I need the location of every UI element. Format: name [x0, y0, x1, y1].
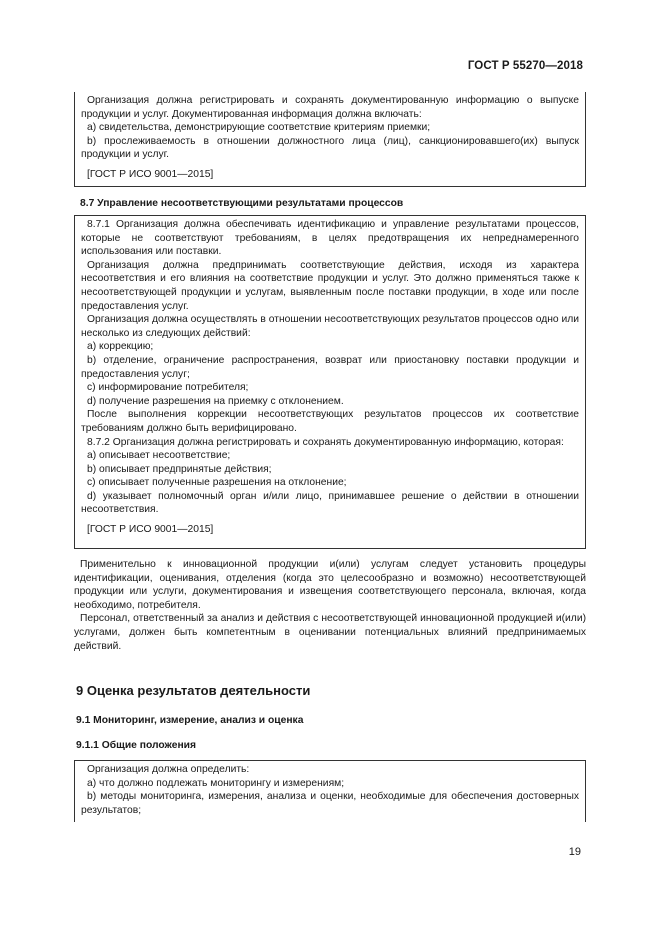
paragraph: Организация должна определить:: [87, 764, 250, 775]
list-item: b) методы мониторинга, измерения, анализа и оценки, необходимые для обеспечения достоверных результатов;: [81, 791, 579, 816]
paragraph: Организация должна предпринимать соответствующие действия, исходя из характера несоответствия и его влияния на соответствие продукции и услуг. Это должно применяться также к несоответствующей продукции и услугам, выявленным после поставки продукции, в ходе или после предоставления услуг.: [81, 259, 579, 312]
list-item: с) описывает полученные разрешения на отклонение;: [87, 477, 347, 489]
list-item: b) описывает предпринятые действия;: [87, 463, 272, 475]
standard-reference: [ГОСТ Р ИСО 9001—2015]: [87, 168, 214, 180]
section-heading-9: 9 Оценка результатов деятельности: [76, 683, 311, 698]
paragraph: Персонал, ответственный за анализ и действия с несоответствующей инновационной продукцией и(или) услугами, должен быть компетентным в оценивании потенциальных влияний предпринимаемых действий.: [74, 613, 586, 652]
list-item: d) получение разрешения на приемку с отклонением.: [87, 395, 344, 407]
section-heading-9-1: 9.1 Мониторинг, измерение, анализ и оценка: [76, 715, 304, 726]
body-text-innovation: [74, 558, 586, 653]
paragraph: Организация должна регистрировать и сохранять документированную информацию о выпуске продукции и услуг. Документированная информация должна включать:: [81, 95, 579, 120]
section-heading-8-7: 8.7 Управление несоответствующими результатами процессов: [80, 198, 404, 209]
page-number: 19: [568, 846, 581, 858]
section-heading-9-1-1: 9.1.1 Общие положения: [76, 740, 196, 751]
list-item: b) прослеживаемость в отношении должностного лица (лиц), санкционировавшего(их) выпуск продукции и услуг.: [81, 135, 579, 161]
list-item: а) коррекцию;: [87, 341, 154, 353]
quote-box-nonconforming: [74, 215, 586, 549]
list-item: а) свидетельства, демонстрирующие соответствие критериям приемки;: [87, 122, 431, 134]
quote-box-monitoring: [74, 760, 586, 822]
document-code-header: ГОСТ Р 55270—2018: [467, 60, 583, 72]
paragraph: Организация должна осуществлять в отношении несоответствующих результатов процессов одно или несколько из следующих действий:: [81, 314, 579, 339]
list-item: b) отделение, ограничение распространения, возврат или приостановку поставки продукции и предоставления услуг;: [81, 354, 579, 380]
list-item: а) что должно подлежать мониторингу и измерениям;: [87, 777, 345, 789]
list-item: с) информирование потребителя;: [87, 382, 249, 394]
list-item: d) указывает полномочный орган и/или лицо, принимавшее решение о действии в отношении несоответствия.: [81, 490, 579, 516]
quote-box-release: [74, 92, 586, 187]
paragraph: 8.7.1 Организация должна обеспечивать идентификацию и управление результатами процессов, которые не соответствуют требованиям, в целях предотвращения их непреднамеренного использования или поставки.: [81, 219, 579, 258]
standard-reference: [ГОСТ Р ИСО 9001—2015]: [87, 524, 214, 536]
paragraph: Применительно к инновационной продукции и(или) услугам следует установить процедуры идентификации, оценивания, отделения (когда это целесообразно и возможно) несоответствующей продукции или услуги, документирования и извещения соответствующего персонала, включая, когда необходимо, потребителя.: [74, 559, 586, 611]
paragraph: 8.7.2 Организация должна регистрировать и сохранять документированную информацию, которая:: [87, 436, 564, 448]
list-item: а) описывает несоответствие;: [87, 450, 231, 462]
paragraph: После выполнения коррекции несоответствующих результатов процессов их соответствие требованиям должно быть верифицировано.: [81, 409, 579, 434]
